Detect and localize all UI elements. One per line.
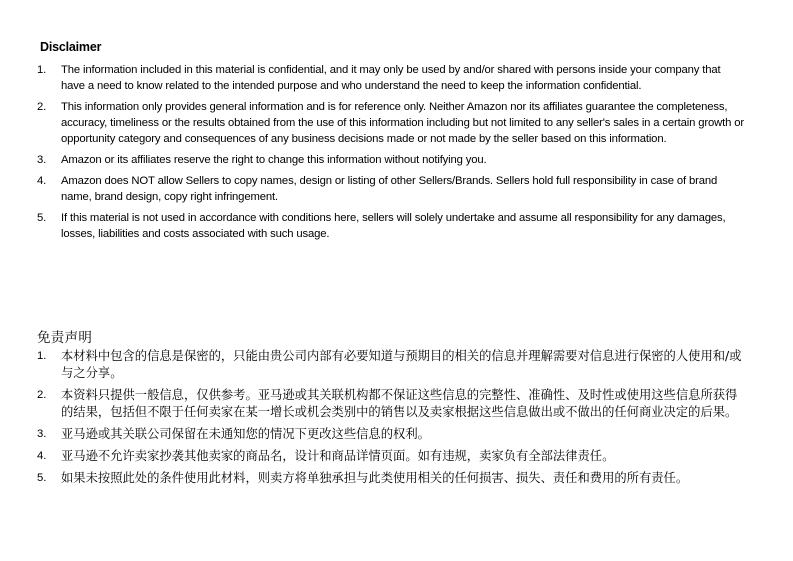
list-number: 2.: [37, 101, 47, 113]
list-item-text: 如果未按照此处的条件使用此材料，则卖方将单独承担与此类使用相关的任何损害、损失、责任和费用的所有责任。: [61, 471, 689, 485]
list-item-text: The information included in this material is confidential, and it may only be used by and/or shared with persons inside your company that have a need to know related to the intended purpose and who understand the need to keep the information confidential.: [61, 64, 721, 92]
list-item-text: Amazon or its affiliates reserve the right to change this information without notifying you.: [61, 154, 487, 166]
list-number: 5.: [37, 472, 47, 484]
list-number: 1.: [37, 350, 47, 362]
english-disclaimer-title: Disclaimer: [40, 40, 102, 54]
list-number: 3.: [37, 154, 47, 166]
list-item-text: 亚马逊不允许卖家抄袭其他卖家的商品名，设计和商品详情页面。如有违规，卖家负有全部法律责任。: [61, 449, 615, 463]
list-item-text: Amazon does NOT allow Sellers to copy names, design or listing of other Sellers/Brands. Sellers hold full responsibility in case of brand name, brand design, copy right infringement.: [61, 175, 718, 203]
chinese-disclaimer-title: 免责声明: [37, 330, 93, 346]
list-item: [37, 152, 747, 168]
list-item-text: 本资料只提供一般信息，仅供参考。亚马逊或其关联机构都不保证这些信息的完整性、准确性、及时性或使用这些信息所获得的结果，包括但不限于任何卖家在某一增长或机会类别中的销售以及卖家根据这些信息做出或不做出的任何商业决定的后果。: [61, 388, 738, 419]
list-item: [37, 348, 747, 382]
list-number: 3.: [37, 428, 47, 440]
list-number: 4.: [37, 175, 47, 187]
list-item-text: 亚马逊或其关联公司保留在未通知您的情况下更改这些信息的权利。: [61, 427, 430, 441]
list-number: 1.: [37, 64, 47, 76]
list-item: [37, 210, 747, 242]
list-number: 2.: [37, 389, 47, 401]
chinese-disclaimer-list: [37, 348, 747, 492]
list-item-text: This information only provides general information and is for reference only. Neither Amazon nor its affiliates guarantee the completeness, accuracy, timeliness or the results obtained from the use of this information including but not limited to any seller's sales in a certain growth or opportunity category and consequences of any business decisions made or not made by the seller based on this information.: [61, 101, 745, 145]
list-item: [37, 99, 747, 147]
list-item: [37, 448, 747, 465]
list-item: [37, 470, 747, 487]
list-item-text: If this material is not used in accordance with conditions here, sellers will solely undertake and assume all responsibility for any damages, losses, liabilities and costs associated with such usage.: [61, 212, 726, 240]
english-disclaimer-list: [37, 62, 747, 247]
list-item: [37, 387, 747, 421]
list-number: 5.: [37, 212, 47, 224]
list-number: 4.: [37, 450, 47, 462]
list-item: [37, 173, 747, 205]
list-item: [37, 426, 747, 443]
list-item-text: 本材料中包含的信息是保密的，只能由贵公司内部有必要知道与预期目的相关的信息并理解需要对信息进行保密的人使用和/或与之分享。: [61, 349, 742, 380]
list-item: [37, 62, 747, 94]
